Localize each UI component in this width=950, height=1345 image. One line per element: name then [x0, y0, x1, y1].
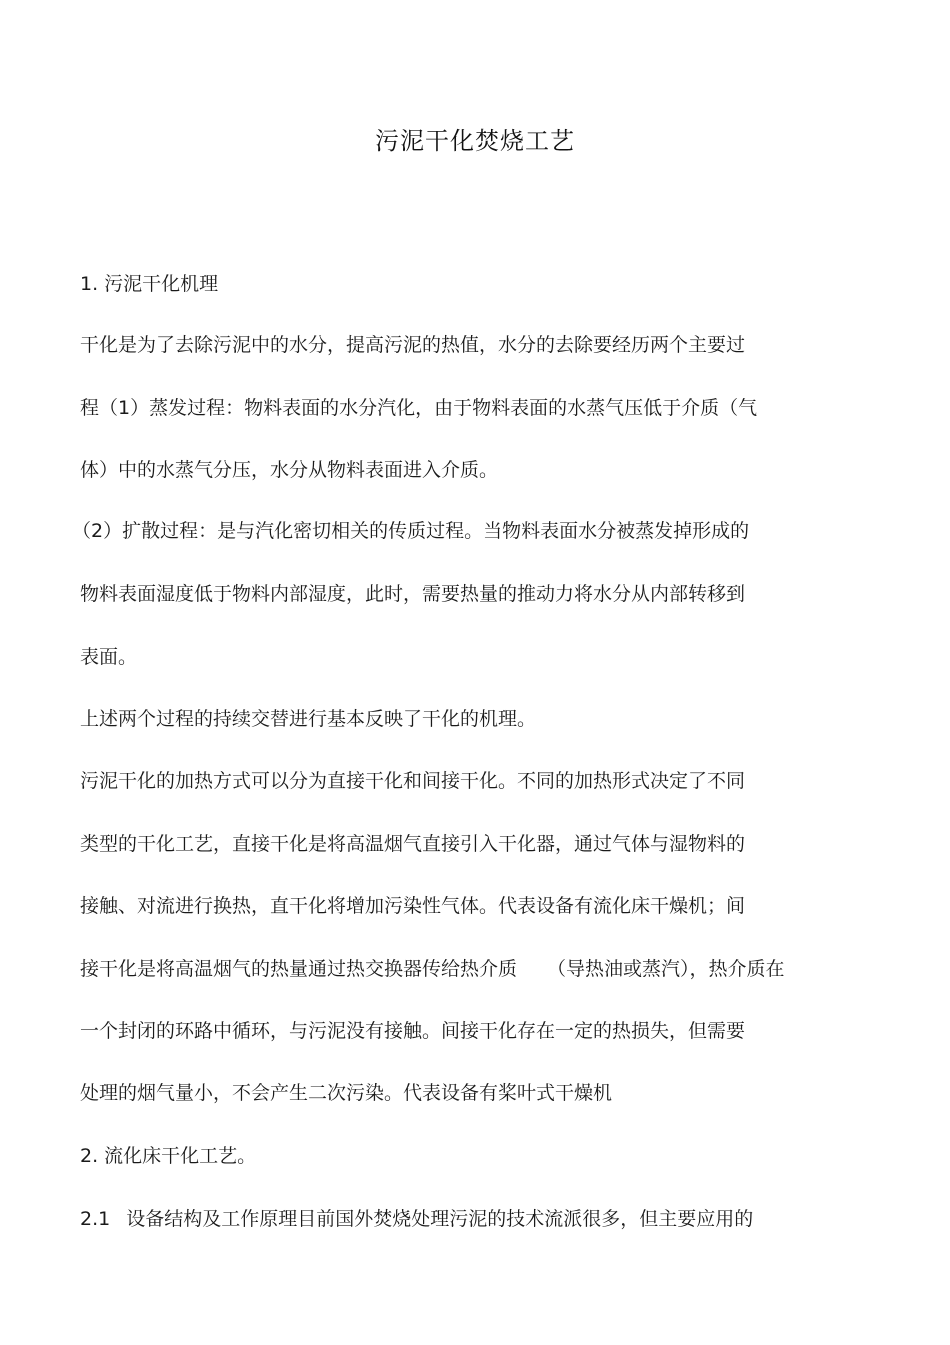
paragraph-line: 物料表面湿度低于物料内部湿度，此时，需要热量的推动力将水分从内部转移到 — [80, 583, 746, 605]
paragraph-line: 污泥干化的加热方式可以分为直接干化和间接干化。不同的加热形式决定了不同 — [80, 770, 746, 792]
section-heading-1: 1. 污泥干化机理 — [80, 273, 219, 295]
paragraph-line: 干化是为了去除污泥中的水分，提高污泥的热值，水分的去除要经历两个主要过 — [80, 334, 746, 356]
paragraph-line: （2）扩散过程：是与汽化密切相关的传质过程。当物料表面水分被蒸发掉形成的 — [72, 520, 750, 542]
paragraph-line-part: 设备结构及工作原理目前国外焚烧处理污泥的技术流派很多，但主要应用的 — [126, 1208, 754, 1230]
paragraph-line — [80, 955, 785, 983]
paragraph-line: 上述两个过程的持续交替进行基本反映了干化的机理。 — [80, 708, 537, 730]
paragraph-line: 一个封闭的环路中循环，与污泥没有接触。间接干化存在一定的热损失，但需要 — [80, 1020, 746, 1042]
paragraph-line: 接触、对流进行换热，直干化将增加污染性气体。代表设备有流化床干燥机；间 — [80, 895, 746, 917]
paragraph-line-part: 接干化是将高温烟气的热量通过热交换器传给热介质 — [80, 958, 518, 980]
document-title: 污泥干化焚烧工艺 — [375, 127, 575, 155]
paragraph-line — [80, 1205, 753, 1233]
subsection-number: 2.1 — [80, 1208, 111, 1230]
paragraph-line: 程（1）蒸发过程：物料表面的水分汽化，由于物料表面的水蒸气压低于介质（气 — [80, 397, 758, 419]
paragraph-line-part: （导热油或蒸汽），热介质在 — [547, 958, 785, 980]
paragraph-line: 体）中的水蒸气分压，水分从物料表面进入介质。 — [80, 459, 499, 481]
paragraph-line: 表面。 — [80, 646, 138, 668]
paragraph-line: 类型的干化工艺，直接干化是将高温烟气直接引入干化器，通过气体与湿物料的 — [80, 833, 746, 855]
section-heading-2: 2. 流化床干化工艺。 — [80, 1145, 257, 1167]
paragraph-line: 处理的烟气量小，不会产生二次污染。代表设备有桨叶式干燥机 — [80, 1082, 613, 1104]
